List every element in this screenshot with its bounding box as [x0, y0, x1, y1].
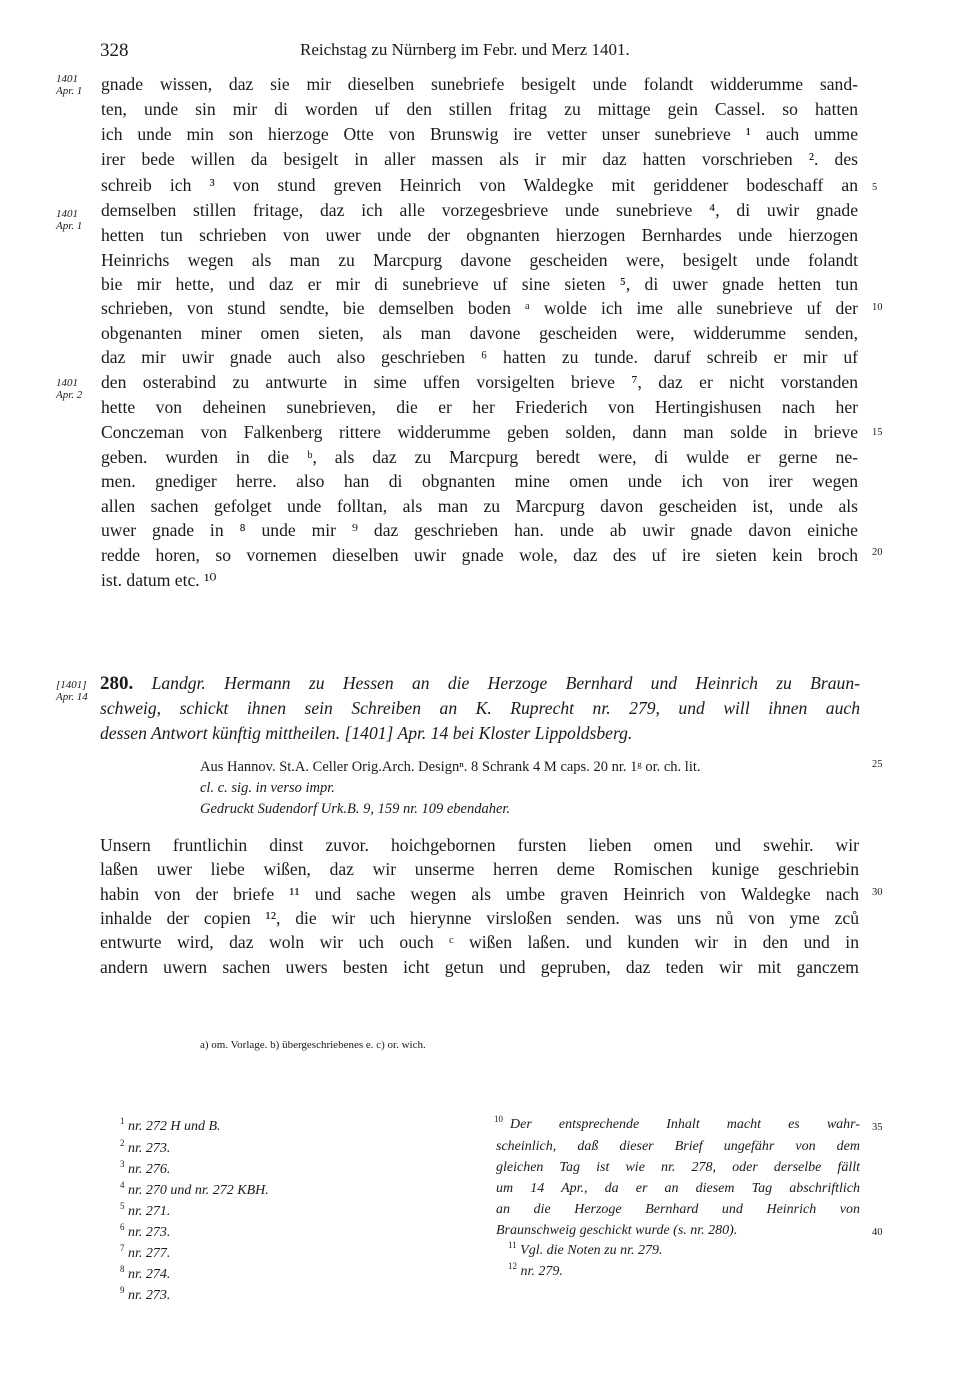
text-line: ich unde min son hierzoge Otte von Brunswig ire vetter unser sunebrieve ¹ auch umme [101, 124, 858, 144]
body-line: inhalde der copien ¹², die wir uch hierynne virsloßen senden. was uns nů von yme zců [100, 908, 859, 928]
footnote-number: 1 [120, 1116, 125, 1126]
footnote-number: 6 [120, 1222, 125, 1232]
text-line: daz mir uwir gnade auch also geschrieben ⁶ hatten zu tunde. daruf schreib er mir uf [101, 347, 858, 367]
text-line: bie mir hette, und daz er mir di sunebrieve uf sine sieten ⁵, di uwer gnade hetten tun [101, 274, 858, 294]
text-line: Conczeman von Falkenberg rittere widderumme geben solden, dann man solde in brieve [101, 422, 858, 442]
footnote [120, 1285, 170, 1306]
footnote-line: um 14 Apr., da er an diesem Tag abschriftlich [496, 1181, 860, 1196]
footnote-number: 12 [508, 1261, 517, 1271]
footnote [120, 1264, 170, 1285]
text-line: irer bede willen da besigelt in aller massen als ir mir daz hatten vorschrieben ². des [101, 149, 858, 169]
margin-date-note [56, 73, 82, 97]
line-number: 25 [872, 759, 883, 770]
margin-year: 1401 [56, 377, 78, 389]
line-number: 15 [872, 427, 883, 438]
text-line: Heinrichs wegen als man zu Marcpurg davone gescheiden were, besigelt unde folandt [101, 250, 858, 270]
document-title-line [100, 671, 860, 696]
line-number: 30 [872, 887, 883, 898]
text-line: geben. wurden in die ᵇ, als daz zu Marcpurg beredt were, di wulde er gerne ne- [101, 447, 858, 467]
footnote-number: 9 [120, 1285, 125, 1295]
footnote-number: 3 [120, 1159, 125, 1169]
body-line: andern uwern sachen uwers besten icht getun und gepruben, daz teden wir mit ganczem [100, 957, 859, 977]
footnote-text: nr. 273. [128, 1225, 171, 1240]
footnote [508, 1240, 663, 1261]
margin-day: Apr. 1 [56, 85, 83, 97]
footnote-text: nr. 277. [128, 1246, 171, 1261]
body-line: laßen uwer liebe wißen, daz wir unserme herren deme Romischen kunige geschriebin [100, 859, 859, 879]
text-line: demselben stillen fritage, daz ich alle vorzegesbrieve unde sunebrieve ⁴, di uwir gnade [101, 200, 858, 220]
margin-day: Apr. 2 [56, 389, 83, 401]
document-title-line: schweig, schickt ihnen sein Schreiben an K. Ruprecht nr. 279, und will ihnen auch [100, 698, 860, 718]
footnote-line: Der entsprechende Inhalt macht es wahr- [510, 1117, 860, 1132]
text-line: ist. datum etc. ¹⁰ [101, 570, 217, 590]
footnote-number: 11 [508, 1240, 517, 1250]
footnote-text: nr. 270 und nr. 272 KBH. [128, 1183, 269, 1198]
margin-day: Apr. 1 [56, 220, 83, 232]
footnote-text: nr. 273. [128, 1141, 171, 1156]
margin-year: 1401 [56, 208, 78, 220]
line-number: 20 [872, 547, 883, 558]
footnote-text: nr. 279. [520, 1264, 563, 1279]
footnote-number [494, 1114, 503, 1135]
text-line: uwer gnade in ⁸ unde mir ⁹ daz geschrieben han. unde ab uwir gnade davon einiche [101, 520, 858, 540]
margin-year: [1401] [56, 679, 87, 691]
footnote [120, 1222, 170, 1243]
running-title: Reichstag zu Nürnberg im Febr. und Merz 1401. [300, 40, 630, 59]
footnote-number: 8 [120, 1264, 125, 1274]
source-note: cl. c. sig. in verso impr. [200, 780, 335, 796]
text-line: hette von deheinen sunebrieven, die er her Friederich von Hertingishusen nach her [101, 397, 858, 417]
footnote-number: 7 [120, 1243, 125, 1253]
body-line: Unsern fruntlichin dinst zuvor. hoichgebornen fursten lieben omen und swehir. wir [100, 835, 859, 855]
footnote [120, 1116, 221, 1137]
text-line: ten, unde sin mir di worden uf den stillen fritag zu mittage gein Cassel. so hatten [101, 99, 858, 119]
text-line: gnade wissen, daz sie mir dieselben sunebriefe besigelt unde folandt widderumme sand- [101, 74, 858, 94]
footnote [120, 1138, 170, 1159]
footnote-text: nr. 272 H und B. [128, 1119, 221, 1134]
margin-day: Apr. 14 [56, 691, 88, 703]
footnote-line: Braunschweig geschickt wurde (s. nr. 280). [496, 1223, 738, 1238]
margin-date-note [56, 679, 88, 703]
page-number: 328 [100, 40, 129, 61]
document-title-text: Landgr. Hermann zu Hessen an die Herzoge Bernhard und Heinrich zu Braun- [151, 673, 860, 693]
line-number: 10 [872, 302, 883, 313]
footnote-number-sup: 10 [494, 1114, 503, 1124]
footnote-number: 4 [120, 1180, 125, 1190]
footnote [120, 1243, 170, 1264]
body-line: entwurte wird, daz woln wir uch ouch ᶜ wißen laßen. und kunden wir in den und in [100, 932, 859, 952]
footnote-text: nr. 271. [128, 1204, 171, 1219]
footnote-number: 5 [120, 1201, 125, 1211]
footnote [120, 1159, 170, 1180]
text-line: redde horen, so vornemen dieselben uwir gnade wole, daz des uf ire sieten kein broch [101, 545, 858, 565]
text-line: schreib ich ³ von stund greven Heinrich von Waldegke mit geriddener bodeschaff an [101, 175, 858, 195]
footnote-text: Vgl. die Noten zu nr. 279. [520, 1243, 663, 1258]
document-title-line: dessen Antwort künftig mittheilen. [1401] Apr. 14 bei Kloster Lippoldsberg. [100, 723, 633, 743]
footnote-text: nr. 276. [128, 1162, 171, 1177]
text-line: den osterabind zu antwurte in sime uffen vorsigelten brieve ⁷, daz er nicht vorstanden [101, 372, 858, 392]
margin-year: 1401 [56, 73, 78, 85]
line-number: 5 [872, 182, 878, 193]
footnote-line: gleichen Tag ist wie nr. 278, oder derselbe fällt [496, 1160, 860, 1175]
critical-apparatus: a) om. Vorlage. b) übergeschriebenes e. c) or. wich. [200, 1039, 426, 1051]
line-number: 40 [872, 1227, 883, 1238]
document-number: 280. [100, 673, 134, 694]
text-line: men. gnediger herre. also han di obgnanten mine omen unde ich von irer wegen [101, 471, 858, 491]
footnote [120, 1180, 269, 1201]
footnote-text: nr. 273. [128, 1288, 171, 1303]
source-note: Gedruckt Sudendorf Urk.B. 9, 159 nr. 109 ebendaher. [200, 801, 511, 817]
margin-date-note [56, 377, 82, 401]
text-line: allen sachen gefolget unde folltan, als man zu Marcpurg davon gescheiden ist, unde als [101, 496, 858, 516]
footnote-line: an die Herzoge Bernhard und Heinrich von [496, 1202, 860, 1217]
footnote-number: 2 [120, 1138, 125, 1148]
footnote [120, 1201, 170, 1222]
line-number: 35 [872, 1122, 883, 1133]
text-line: obgenanten miner omen sieten, als man davone gescheiden were, widderumme senden, [101, 323, 858, 343]
footnote [508, 1261, 563, 1282]
body-line: habin von der briefe ¹¹ und sache wegen als umbe graven Heinrich von Waldegke nach [100, 884, 859, 904]
source-note: Aus Hannov. St.A. Celler Orig.Arch. Designⁿ. 8 Schrank 4 M caps. 20 nr. 1ᵍ or. ch. lit. [200, 759, 701, 775]
text-line: schrieben, von stund sendte, bie demselben boden ᵃ wolde ich ime alle sunebrieve uf der [101, 298, 858, 318]
margin-date-note [56, 208, 82, 232]
footnote-line: scheinlich, daß dieser Brief ungefähr von dem [496, 1139, 860, 1154]
footnote-text: nr. 274. [128, 1267, 171, 1282]
text-line: hetten tun schrieben von uwer unde der obgnanten hierzogen Bernhardes unde hierzogen [101, 225, 858, 245]
